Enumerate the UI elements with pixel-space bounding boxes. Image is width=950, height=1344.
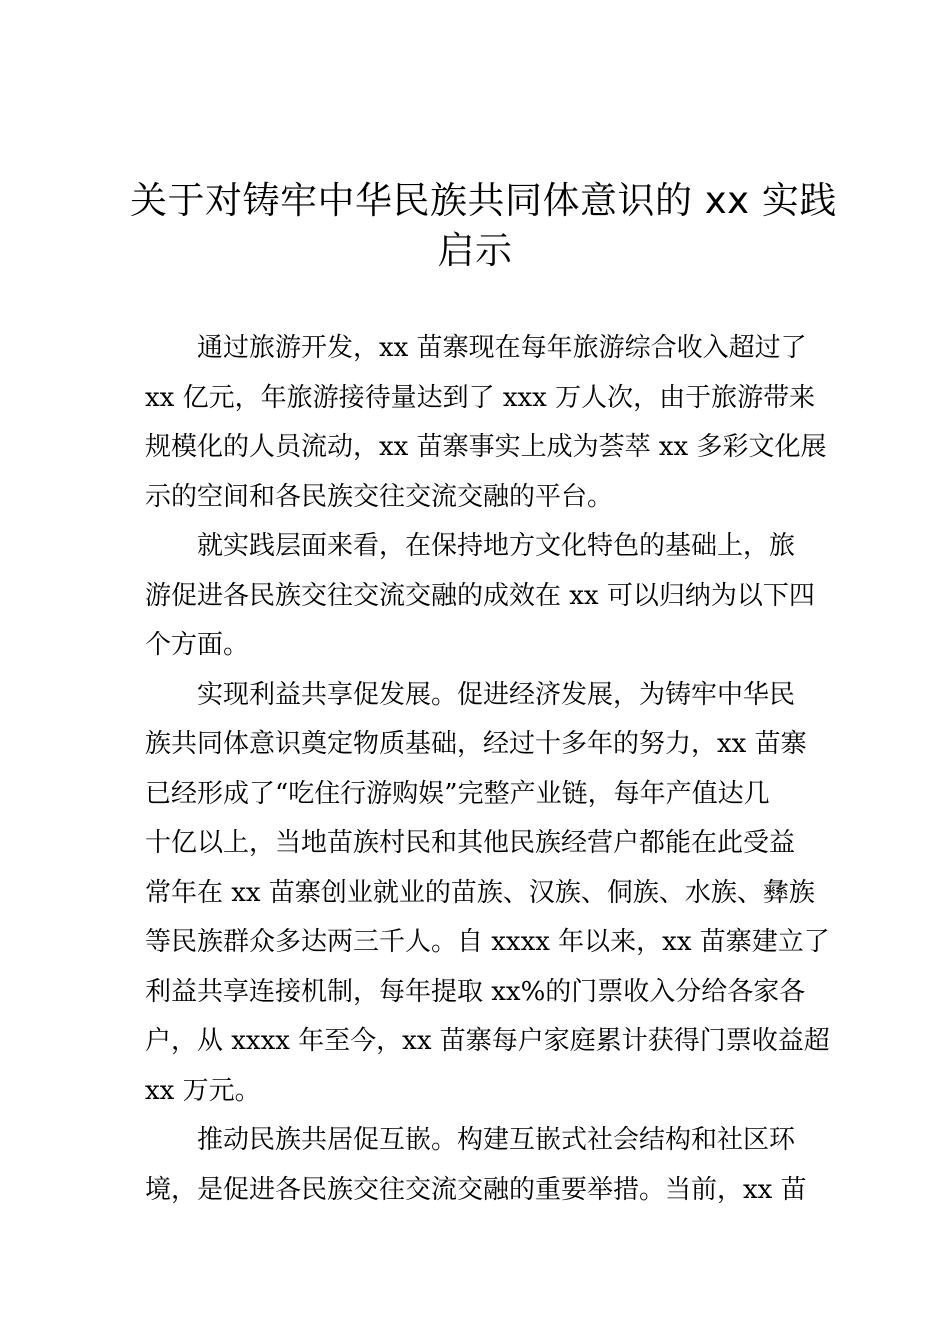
title-line: 启示 <box>437 229 513 272</box>
text-line: 族共同体意识奠定物质基础，经过十多年的努力，xx 苗寨 <box>145 729 807 759</box>
text-line: 境，是促进各民族交往交流交融的重要举措。当前，xx 苗 <box>145 1174 807 1205</box>
text-line: 推动民族共居促互嵌。构建互嵌式社会结构和社区环 <box>197 1125 796 1155</box>
text-line: 等民族群众多达两三千人。自 xxxx 年以来，xx 苗寨建立了 <box>145 927 830 957</box>
text-line: 示的空间和各民族交往交流交融的平台。 <box>145 481 614 512</box>
text-line: 实现利益共享促发展。促进经济发展，为铸牢中华民 <box>197 679 796 710</box>
paragraph-practice-overview <box>145 522 815 671</box>
title-line: 关于对铸牢中华民族共同体意识的 xx 实践 <box>130 179 837 222</box>
text-line: 规模化的人员流动，xx 苗寨事实上成为荟萃 xx 多彩文化展 <box>145 432 827 462</box>
text-line: 就实践层面来看，在保持地方文化特色的基础上，旅 <box>197 531 796 561</box>
text-line: xx 亿元，年旅游接待量达到了 xxx 万人次，由于旅游带来 <box>145 382 816 413</box>
text-line: 户，从 xxxx 年至今，xx 苗寨每户家庭累计获得门票收益超 <box>145 1026 830 1056</box>
paragraph-ethnic-cohabitation <box>145 1116 807 1215</box>
text-line: 已经形成了“吃住行游购娱”完整产业链，每年产值达几 <box>145 778 770 809</box>
text-line: 通过旅游开发，xx 苗寨现在每年旅游综合收入超过了 <box>197 333 807 363</box>
text-line: 游促进各民族交往交流交融的成效在 xx 可以归纳为以下四 <box>145 580 815 611</box>
text-line: xx 万元。 <box>145 1075 261 1106</box>
document-body <box>145 324 830 1215</box>
document-title <box>130 176 837 276</box>
paragraph-tourism-income <box>145 324 827 522</box>
text-line: 常年在 xx 苗寨创业就业的苗族、汉族、侗族、水族、彝族 <box>145 877 815 908</box>
text-line: 利益共享连接机制，每年提取 xx%的门票收入分给各家各 <box>145 976 806 1007</box>
paragraph-benefit-sharing <box>145 671 830 1117</box>
text-line: 十亿以上，当地苗族村民和其他民族经营户都能在此受益 <box>145 828 796 858</box>
text-line: 个方面。 <box>145 630 250 660</box>
